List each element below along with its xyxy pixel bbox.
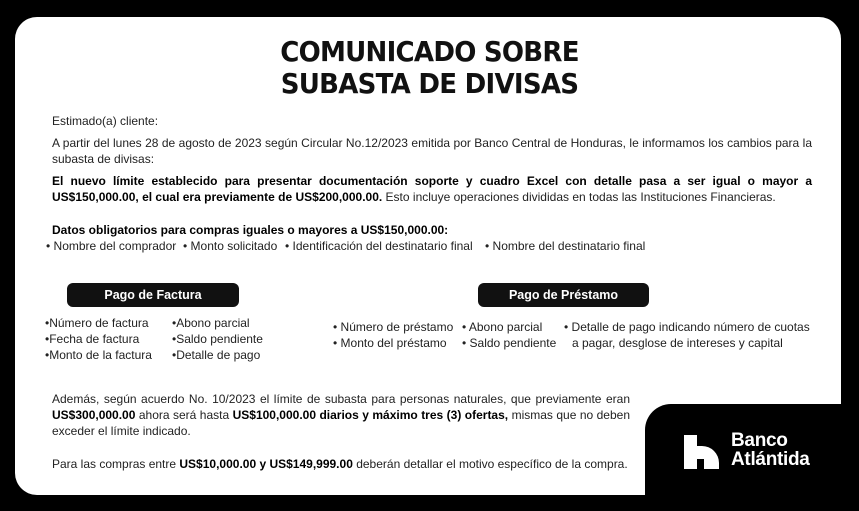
logo-line-1: Banco bbox=[731, 430, 788, 451]
agreement-bold: US$100,000.00 diarios y máximo tres (3) ofertas, bbox=[232, 408, 509, 422]
prestamo-item: • Saldo pendiente bbox=[462, 336, 557, 350]
page-title bbox=[0, 36, 859, 100]
logo-line-2: Atlántida bbox=[731, 449, 810, 470]
bank-logo-icon bbox=[682, 433, 724, 471]
title-line-1: COMUNICADO SOBRE bbox=[280, 35, 579, 68]
agreement-text: mismas que no deben exceder el límite indicado. bbox=[52, 408, 630, 438]
bank-logo-text bbox=[731, 431, 810, 469]
intro-paragraph: A partir del lunes 28 de agosto de 2023 según Circular No.12/2023 emitida por Banco Central de Honduras, le informamos los cambios para la subasta de divisas: bbox=[52, 136, 812, 166]
agreement-bold: US$300,000.00 bbox=[52, 408, 136, 422]
factura-item: •Número de factura bbox=[45, 316, 149, 330]
motive-line bbox=[52, 456, 628, 472]
required-item: • Nombre del comprador bbox=[46, 239, 177, 253]
factura-item: •Monto de la factura bbox=[45, 348, 152, 362]
limit-bold: El nuevo límite establecido para presentar documentación soporte y cuadro Excel con detalle pasa a ser igual o mayor a US$150,000.00, el cual era previamente de US$200,000.00. bbox=[52, 174, 812, 204]
prestamo-item: • Detalle de pago indicando número de cuotas bbox=[564, 320, 810, 334]
motive-bold: US$10,000.00 y US$149,999.00 bbox=[179, 457, 353, 471]
factura-item: •Abono parcial bbox=[172, 316, 250, 330]
agreement-paragraph bbox=[52, 391, 630, 439]
required-heading: Datos obligatorios para compras iguales o mayores a US$150,000.00: bbox=[52, 223, 449, 237]
motive-text: Para las compras entre bbox=[52, 457, 180, 471]
prestamo-label: Pago de Préstamo bbox=[478, 283, 649, 307]
agreement-text: ahora será hasta bbox=[135, 408, 233, 422]
title-line-2: SUBASTA DE DIVISAS bbox=[280, 67, 579, 100]
prestamo-item: • Abono parcial bbox=[462, 320, 543, 334]
limit-normal: Esto incluye operaciones divididas en todas las Instituciones Financieras. bbox=[382, 190, 776, 204]
motive-text: deberán detallar el motivo específico de la compra. bbox=[352, 457, 628, 471]
prestamo-item-continued: a pagar, desglose de intereses y capital bbox=[572, 336, 783, 350]
prestamo-item: • Número de préstamo bbox=[333, 320, 454, 334]
greeting: Estimado(a) cliente: bbox=[52, 114, 159, 128]
required-item: • Nombre del destinatario final bbox=[485, 239, 646, 253]
required-item: • Monto solicitado bbox=[183, 239, 278, 253]
agreement-text: Además, según acuerdo No. 10/2023 el límite de subasta para personas naturales, que previamente eran bbox=[52, 392, 630, 406]
factura-item: •Saldo pendiente bbox=[172, 332, 263, 346]
prestamo-item: • Monto del préstamo bbox=[333, 336, 447, 350]
factura-item: •Fecha de factura bbox=[45, 332, 140, 346]
factura-label: Pago de Factura bbox=[67, 283, 239, 307]
limit-paragraph bbox=[52, 173, 812, 205]
factura-item: •Detalle de pago bbox=[172, 348, 261, 362]
required-item: • Identificación del destinatario final bbox=[285, 239, 473, 253]
